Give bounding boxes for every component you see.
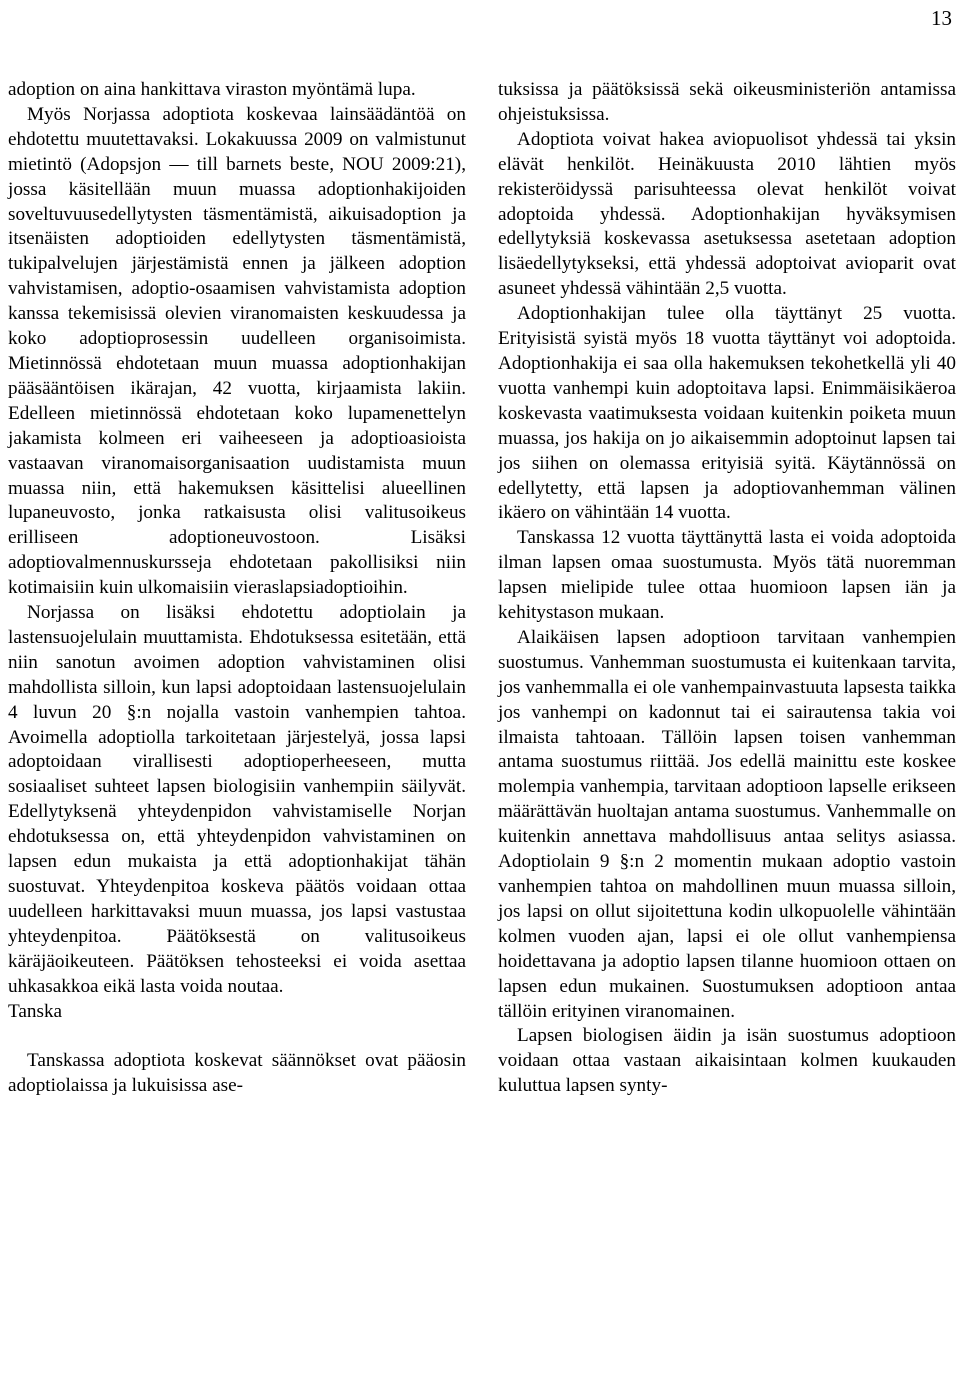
paragraph-left-2: Myös Norjassa adoptiota koskevaa lainsäädäntöä on ehdotettu muutettavaksi. Lokakuussa 2009 on valmistunut mietintö (Adopsjon — till barnets beste, NOU 2009:21), jossa käsitellään muun muassa adoptionhakijoiden soveltuvuusedellytysten täsmentämistä, aikuisadoption ja itsenäisten adoptioiden edellytysten täsmentämistä, tukipalvelujen järjestämistä ennen ja jälkeen adoption vahvistamisen, adoptio-osaamisen vahvistamista adoption kanssa tekemisissä olevien viranomaisten keskuudessa ja koko adoptioprosessin uudelleen organisoimista. Mietinnössä ehdotetaan muun muassa adoptionhakijan pääsääntöisen ikärajan, 42 vuotta, kirjaamista lakiin. Edelleen mietinnössä ehdotetaan koko lupamenettelyn jakamista kolmeen eri vaiheeseen ja adoptioasioista vastaavan viranomaisorganisaation uudistamista muun muassa niin, että hakemuksen käsittelisi alueellinen lupaneuvosto, jonka ratkaisusta olisi valitusoikeus erilliseen adoptioneuvostoon. Lisäksi adoptiovalmennuskursseja ehdotetaan pakollisiksi niin kotimaisiin kuin ulkomaisiin vieraslapsiadoptioihin. [8, 103, 466, 599]
text-column-left [8, 78, 466, 1099]
paragraph-left-4: Tanskassa adoptiota koskevat säännökset ovat pääosin adoptiolaissa ja lukuisissa ase- [8, 1050, 466, 1097]
paragraph-right-5: Alaikäisen lapsen adoptioon tarvitaan vanhempien suostumus. Vanhemman suostumusta ei kuitenkaan tarvita, jos vanhemmalla ei ole vanhempainvastuuta lapsesta taikka jos vanhempi on kadonnut tai ei sairautensa takia voi ilmaista tahtoaan. Tällöin lapsen toisen vanhemman antama suostumus riittää. Jos edellä mainittu este koskee molempia vanhempia, tarvitaan adoptioon lapselle erikseen määrättävän huoltajan antama suostumus. Vanhemmalle on kuitenkin annettava mahdollisuus antaa selitys asiassa. Adoptiolain 9 §:n 2 momentin mukaan adoptio vastoin vanhempien tahtoa on mahdollinen muun muassa silloin, jos lapsi on ollut sijoitettuna kodin ulkopuolelle vähintään kolmen vuoden ajan, lapsi ei ole ollut vanhempiensa hoidettavana ja adoptio lapsen tilanne huomioon ottaen on lapsen edun mukainen. Suostumuksen adoptioon antaa tällöin erityinen viranomainen. [498, 626, 956, 1022]
text-column-right [498, 78, 956, 1099]
paragraph-right-1: tuksissa ja päätöksissä sekä oikeusministeriön antamissa ohjeistuksissa. [498, 79, 956, 125]
paragraph-left-1: adoption on aina hankittava viraston myöntämä lupa. [8, 79, 416, 100]
page-number: 13 [931, 6, 952, 30]
paragraph-right-6: Lapsen biologisen äidin ja isän suostumus adoptioon voidaan ottaa vastaan aikaisintaan kolmen kuukauden kuluttua lapsen synty- [498, 1025, 956, 1097]
paragraph-right-2: Adoptiota voivat hakea aviopuolisot yhdessä tai yksin elävät henkilöt. Heinäkuusta 2010 lähtien myös rekisteröidyssä parisuhteessa olevat henkilöt voivat adoptoida yhdessä. Adoptionhakijan hyväksymisen edellytyksiä koskevassa asetuksessa asetetaan adoption lisäedellytykseksi, että yhdessä adoptoivat avioparit ovat asuneet yhdessä vähintään 2,5 vuotta. [498, 128, 956, 300]
section-heading-tanska: Tanska [8, 1000, 63, 1022]
paragraph-right-3: Adoptionhakijan tulee olla täyttänyt 25 vuotta. Erityisistä syistä myös 18 vuotta täyttänyt voi adoptoida. Adoptionhakija ei saa olla hakemuksen tekohetkellä yli 40 vuotta vanhempi kuin adoptoitava lapsi. Enimmäisikäeroa koskevasta vaatimuksesta voidaan kuitenkin poiketa muun muassa, jos hakija on jo aikaisemmin adoptoinut lapsen tai jos siihen on olemassa erityisiä syitä. Käytännössä on edellytetty, että lapsen ja adoptiovanhemman välinen ikäero on vähintään 14 vuotta. [498, 303, 956, 524]
paragraph-right-4: Tanskassa 12 vuotta täyttänyttä lasta ei voida adoptoida ilman lapsen omaa suostumusta. Myös tätä nuoremman lapsen mielipide tulee ottaa huomioon lapsen iän ja kehitystason mukaan. [498, 527, 956, 624]
paragraph-left-3: Norjassa on lisäksi ehdotettu adoptiolain ja lastensuojelulain muuttamista. Ehdotuksessa esitetään, että niin sanotun avoimen adoption vahvistaminen olisi mahdollista silloin, kun lapsi adoptoidaan lastensuojelulain 4 luvun 20 §:n nojalla vastoin vanhempien tahtoa. Avoimella adoptiolla tarkoitetaan järjestelyä, jossa lapsi adoptoidaan virallisesti adoptioperheeseen, mutta sosiaaliset suhteet lapsen biologisiin vanhempiin säilyvät. Edellytyksenä yhteydenpidon vahvistamiselle Norjan ehdotuksessa on, että yhteydenpidon vahvistaminen on lapsen edun mukaista ja että adoptionhakijat tähän suostuvat. Yhteydenpitoa koskeva päätös voidaan ottaa uudelleen harkittavaksi muun muassa, jos lapsi vastustaa yhteydenpitoa. Päätöksestä on valitusoikeus käräjäoikeuteen. Päätöksen tehosteeksi ei voida asettaa uhkasakkoa eikä lasta voida noutaa. [8, 602, 466, 997]
